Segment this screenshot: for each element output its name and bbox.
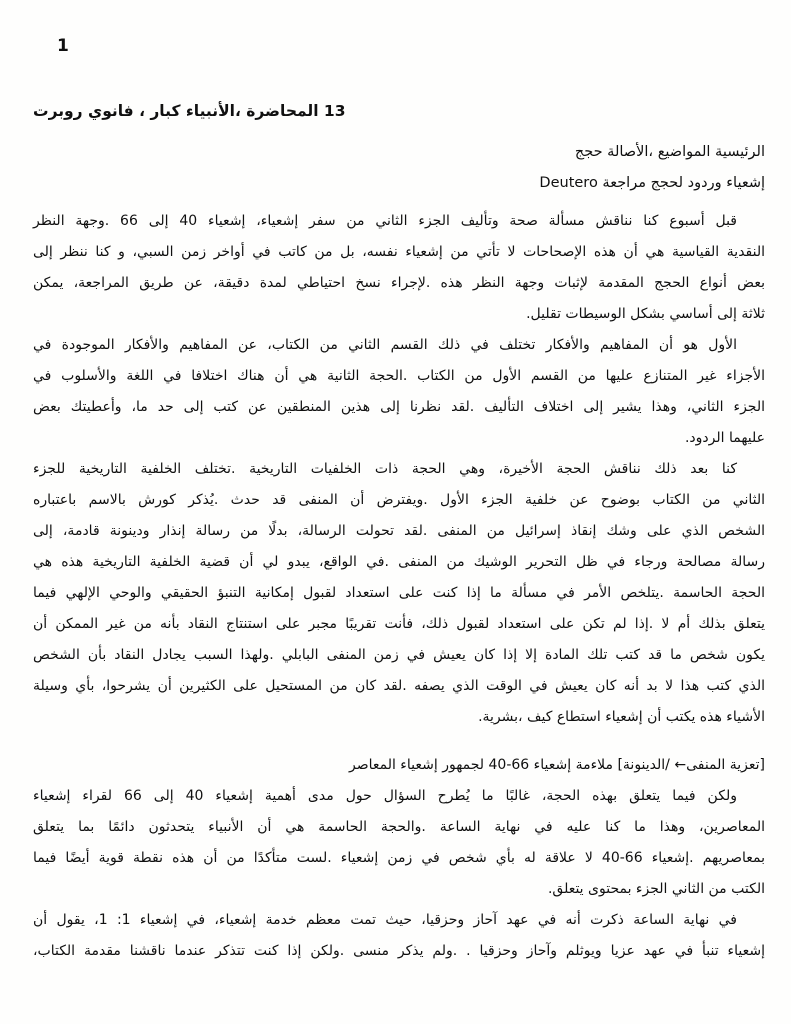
paragraph-line: قبل أسبوع كنا نناقش مسألة صحة وتأليف الجزء الثاني من سفر إشعياء، إشعياء 40 إلى 66 .وجهة النظر [33, 213, 737, 229]
paragraph-line: الجزء الثاني، وهذا يشير إلى اختلاف التأليف .لقد نظرنا إلى هذين المنطقين عن كتب إلى حد ما، وأعطيتك بعض [33, 399, 765, 415]
review-line: إشعياء وردود لحجج مراجعة Deutero [539, 175, 765, 191]
paragraph-line: كنا بعد ذلك نناقش الحجة الأخيرة، وهي الحجة ذات الخلفيات التاريخية .تختلف الخلفية التاريخية للجزء [33, 461, 737, 477]
paragraph-line: بمعاصريهم .إشعياء 66-40 لا علاقة له بأي شخص في زمن إشعياء .لست متأكدًا من أن هذه نقطة قوية أيضًا فيما [33, 850, 765, 866]
paragraph-1 [33, 206, 765, 330]
paragraph-line: يتعلق بذلك أم لا .إذا لم تكن على استعداد لقبول ذلك، فأنت تقريبًا مجبر على استنتاج النقاد بأنه من غير الممكن أن [33, 616, 765, 632]
paragraph-line: الشخص الذي على وشك إنقاذ إسرائيل من المنفى .لقد تحولت الرسالة، بدلًا من رسالة إنذار ودينونة قادمة، إلى [33, 523, 765, 539]
paragraph-line: الذي كتب هذا لا بد أنه كان يعيش في الوقت الذي يصفه .لقد كان من المستحيل على الكثيرين أن يشرحوا، بأي وسيلة [33, 678, 765, 694]
paragraph-line: يكون شخص ما قد كتب تلك المادة إلا إذا كان يعيش في زمن المنفى البابلي .ولهذا السبب يجادل النقاد بأن الشخص [33, 647, 765, 663]
paragraph-5 [33, 905, 765, 967]
paragraph-line: الأجزاء غير المتنازع عليها من القسم الأول من الكتاب .الحجة الثانية هي أن هناك اختلافا في اللغة والأسلوب في [33, 368, 765, 384]
paragraph-line: إشعياء تنبأ في عهد عزيا ويوثلم وآحاز وحزقيا . .ولم يذكر منسى .ولكن إذا كنت تتذكر عندما ناقشنا مقدمة الكتاب، [33, 943, 765, 959]
section-note: [تعزية المنفى← /الدينونة] ملاءمة إشعياء 66-40 لجمهور إشعياء المعاصر [348, 757, 765, 773]
lecture-title: 13 المحاضرة ،الأنبياء كبار ، فانوي روبرت [33, 102, 346, 120]
paragraph-2 [33, 330, 765, 454]
paragraph-line: ثلاثة إلى أساسي بشكل الوسيطات تقليل. [526, 306, 765, 322]
paragraph-line: الحجة الحاسمة .يتلخص الأمر في مسألة ما إذا كنت على استعداد لقبول إمكانية التنبؤ الحقيقي والوحي الإلهي فيما [33, 585, 765, 601]
page-number: 1 [57, 36, 69, 56]
paragraph-line: عليهما الردود. [684, 430, 765, 446]
paragraph-line: النقدية القياسية هي أن هذه الإصحاحات لا تأتي من إشعياء نفسه، بل من كاتب في أواخر زمن السبي، و كنا ننظر إلى [33, 244, 765, 260]
topic-line: الرئيسية المواضيع ،الأصالة حجج [574, 144, 765, 160]
paragraph-line: المعاصرين، وهذا ما كنا عليه في نهاية الساعة .والحجة الحاسمة هي أن الأنبياء يتحدثون دائمًا بما يتعلق [33, 819, 765, 835]
paragraph-line: الثاني من الكتاب بوضوح عن خلفية الجزء الأول .ويفترض أن المنفى قد حدث .يُذكر كورش بالاسم باعتباره [33, 492, 765, 508]
paragraph-line: ولكن فيما يتعلق بهذه الحجة، غالبًا ما يُطرح السؤال حول مدى أهمية إشعياء 40 إلى 66 لقراء إشعياء [33, 788, 737, 804]
paragraph-line: رسالة مصالحة ورجاء في ظل التحرير الوشيك من المنفى .في الواقع، يبدو لي أن قضية الخلفية التاريخية هذه هي [33, 554, 765, 570]
paragraph-line: في نهاية الساعة ذكرت أنه في عهد آحاز وحزقيا، حيث تمت معظم خدمة إشعياء، في إشعياء 1: 1، يقول أن [33, 912, 737, 928]
paragraph-line: بعض أنواع الحجج المقدمة لإثبات وجهة النظر هذه .لإجراء نسخ احتياطي لمدة دقيقة، عن طريق المراجعة، يمكن [33, 275, 765, 291]
paragraph-3 [33, 454, 765, 733]
paragraph-line: الأول هو أن المفاهيم والأفكار تختلف في ذلك القسم الثاني من الكتاب، عن المفاهيم والأفكار الموجودة في [33, 337, 737, 353]
paragraph-line: الكتب من الثاني الجزء بمحتوى يتعلق. [547, 881, 765, 897]
paragraph-4 [33, 781, 765, 905]
paragraph-line: الأشياء هذه يكتب أن إشعياء استطاع كيف ،بشرية. [478, 709, 765, 725]
